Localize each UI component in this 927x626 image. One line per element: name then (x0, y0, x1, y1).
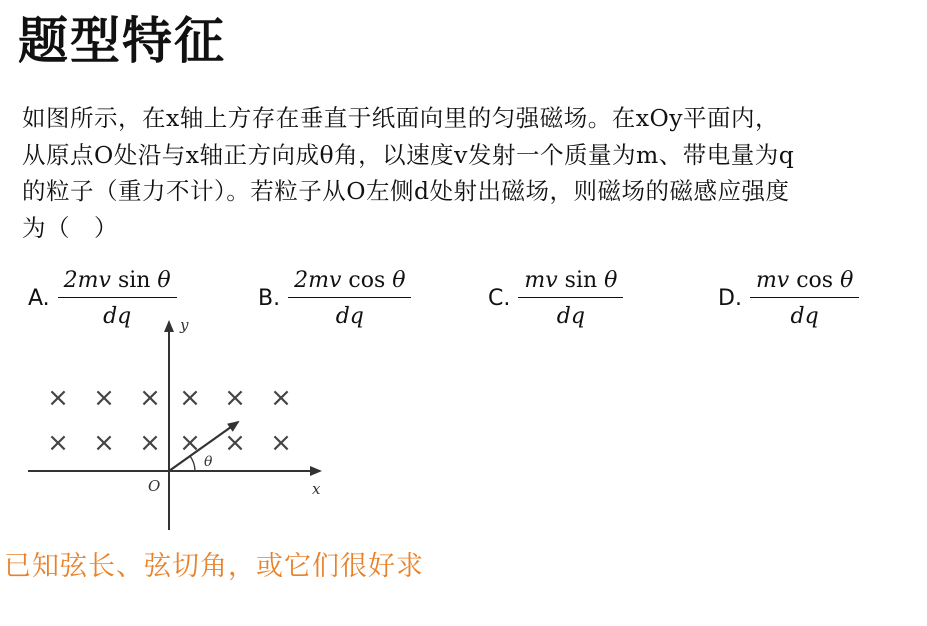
fraction-denominator: dq (790, 304, 819, 329)
page-title: 题型特征 (18, 12, 226, 70)
num-fn: sin (564, 268, 598, 293)
fraction-numerator (750, 268, 859, 298)
field-cross-mark: × (93, 383, 115, 413)
fraction-denominator: dq (103, 304, 132, 329)
question-line: 的粒子（重力不计）。若粒子从O左侧d处射出磁场，则磁场的磁感应强度 (22, 177, 790, 205)
num-post: θ (833, 268, 854, 293)
question-line: 如图所示，在x轴上方存在垂直于纸面向里的匀强磁场。在xOy平面内， (22, 104, 780, 132)
field-cross-mark: × (47, 428, 69, 458)
num-pre: 2mv (294, 268, 349, 293)
field-cross-mark: × (270, 383, 292, 413)
field-cross-mark: × (179, 428, 201, 458)
num-fn: cos (796, 268, 834, 293)
num-post: θ (597, 268, 618, 293)
num-post: θ (385, 268, 406, 293)
field-cross-mark: × (47, 383, 69, 413)
field-cross-mark: × (93, 428, 115, 458)
option-label: D. (718, 286, 742, 311)
option-d[interactable] (718, 268, 859, 329)
field-cross-mark: × (224, 428, 246, 458)
field-cross-mark: × (139, 383, 161, 413)
field-cross-mark: × (270, 428, 292, 458)
option-c[interactable] (488, 268, 623, 329)
num-post: θ (150, 268, 171, 293)
fraction-denominator: dq (335, 304, 364, 329)
field-cross-mark: × (139, 428, 161, 458)
question-text (22, 100, 922, 246)
num-pre: mv (524, 268, 565, 293)
option-label: B. (258, 286, 281, 311)
question-line: 从原点O处沿与x轴正方向成θ角，以速度v发射一个质量为m、带电量为q (22, 140, 795, 169)
option-label: A. (28, 286, 50, 311)
fraction-denominator: dq (556, 304, 585, 329)
num-fn: cos (348, 268, 386, 293)
num-fn: sin (117, 268, 151, 293)
field-cross-mark: × (224, 383, 246, 413)
num-pre: mv (755, 268, 797, 293)
magnetic-field-diagram (28, 316, 338, 538)
x-axis-label: x (312, 480, 321, 498)
fraction-numerator (518, 268, 623, 298)
y-axis-label: y (180, 316, 189, 334)
option-fraction (518, 268, 623, 329)
field-cross-mark: × (179, 383, 201, 413)
option-fraction (750, 268, 859, 329)
angle-label: θ (204, 454, 213, 470)
hint-note: 已知弦长、弦切角，或它们很好求 (4, 551, 424, 582)
angle-arc (190, 456, 195, 471)
option-label: C. (488, 286, 511, 311)
num-pre: 2mv (63, 268, 118, 293)
fraction-numerator (288, 268, 411, 298)
question-line: 为（ ） (22, 213, 118, 242)
origin-label: O (148, 477, 161, 495)
fraction-numerator (58, 268, 177, 298)
